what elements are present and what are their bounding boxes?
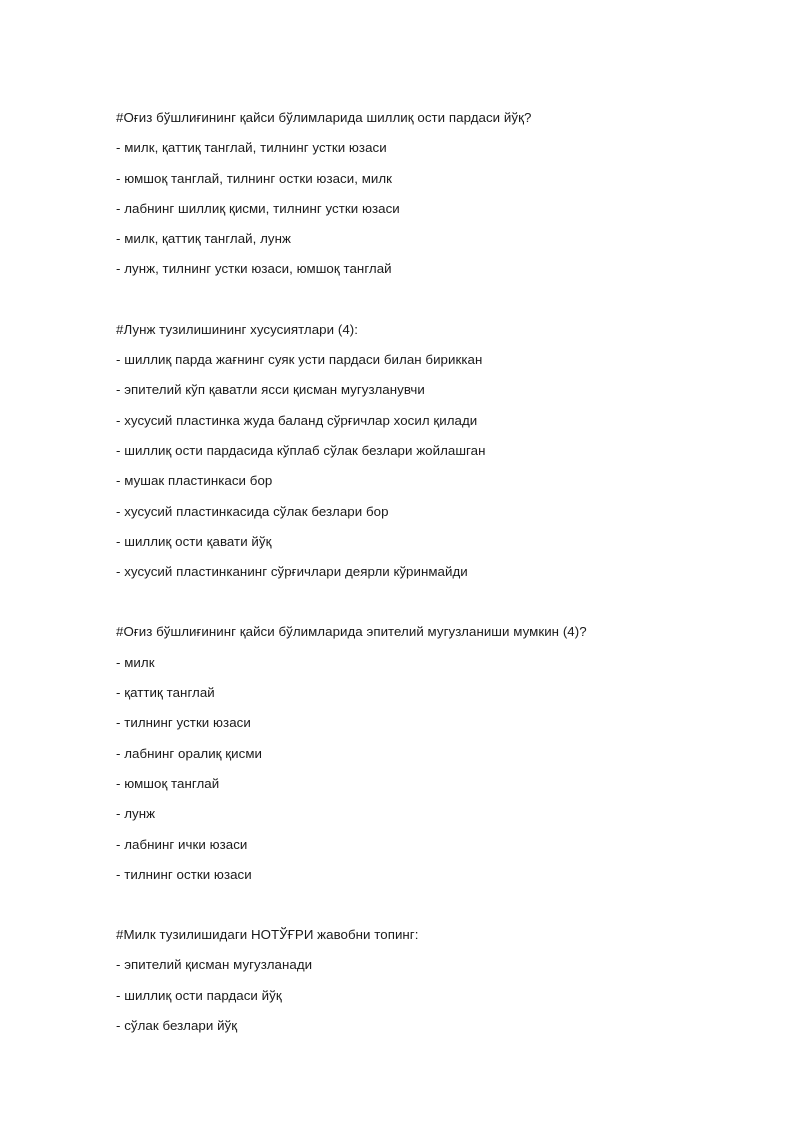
question-text: #Лунж тузилишининг хусусиятлари (4):: [116, 321, 358, 337]
question-text: #Милк тузилишидаги НОТЎҒРИ жавобни топинг:: [116, 927, 419, 943]
question-text: #Оғиз бўшлиғининг қайси бўлимларида эпителий мугузланиши мумкин (4)?: [116, 624, 587, 640]
answer-option: - шиллиқ ости қавати йўқ: [116, 533, 272, 549]
answer-option: - хусусий пластинканинг сўрғичлари деярли кўринмайди: [116, 564, 468, 580]
answer-option: - эпителий қисман мугузланади: [116, 957, 313, 973]
answer-option: - лабнинг ички юзаси: [116, 836, 248, 852]
answer-option: - эпителий кўп қаватли ясси қисман мугузланувчи: [116, 382, 425, 398]
answer-option: - шиллиқ ости пардаси йўқ: [116, 987, 282, 1003]
answer-option: - лунж, тилнинг устки юзаси, юмшоқ танглай: [116, 261, 392, 277]
question-block-2: [116, 315, 756, 588]
question-text: #Оғиз бўшлиғининг қайси бўлимларида шиллиқ ости пардаси йўқ?: [116, 110, 532, 125]
question-block-1: [116, 103, 756, 285]
answer-option: - милк, қаттиқ танглай, лунж: [116, 231, 291, 247]
answer-option: - юмшоқ танглай, тилнинг остки юзаси, милк: [116, 170, 393, 186]
answer-option: - сўлак безлари йўқ: [116, 1018, 238, 1034]
answer-option: - қаттиқ танглай: [116, 685, 215, 701]
answer-option: - милк: [116, 654, 155, 670]
answer-option: - хусусий пластинкасида сўлак безлари бор: [116, 503, 389, 519]
answer-option: - лабнинг оралиқ қисми: [116, 745, 262, 761]
answer-option: - тилнинг остки юзаси: [116, 866, 252, 882]
answer-option: - милк, қаттиқ танглай, тилнинг устки юзаси: [116, 140, 387, 156]
answer-option: - юмшоқ танглай: [116, 775, 220, 791]
question-block-3: [116, 617, 756, 890]
answer-option: - шиллиқ ости пардасида кўплаб сўлак безлари жойлашган: [116, 442, 486, 458]
document-content: [116, 103, 756, 1071]
answer-option: - тилнинг устки юзаси: [116, 715, 251, 731]
answer-option: - шиллиқ парда жағнинг суяк усти пардаси билан бириккан: [116, 352, 483, 368]
answer-option: - мушак пластинкаси бор: [116, 473, 273, 489]
question-block-4: [116, 920, 756, 1041]
answer-option: - хусусий пластинка жуда баланд сўрғичлар хосил қилади: [116, 412, 478, 428]
answer-option: - лунж: [116, 806, 156, 822]
answer-option: - лабнинг шиллиқ қисми, тилнинг устки юзаси: [116, 200, 400, 216]
